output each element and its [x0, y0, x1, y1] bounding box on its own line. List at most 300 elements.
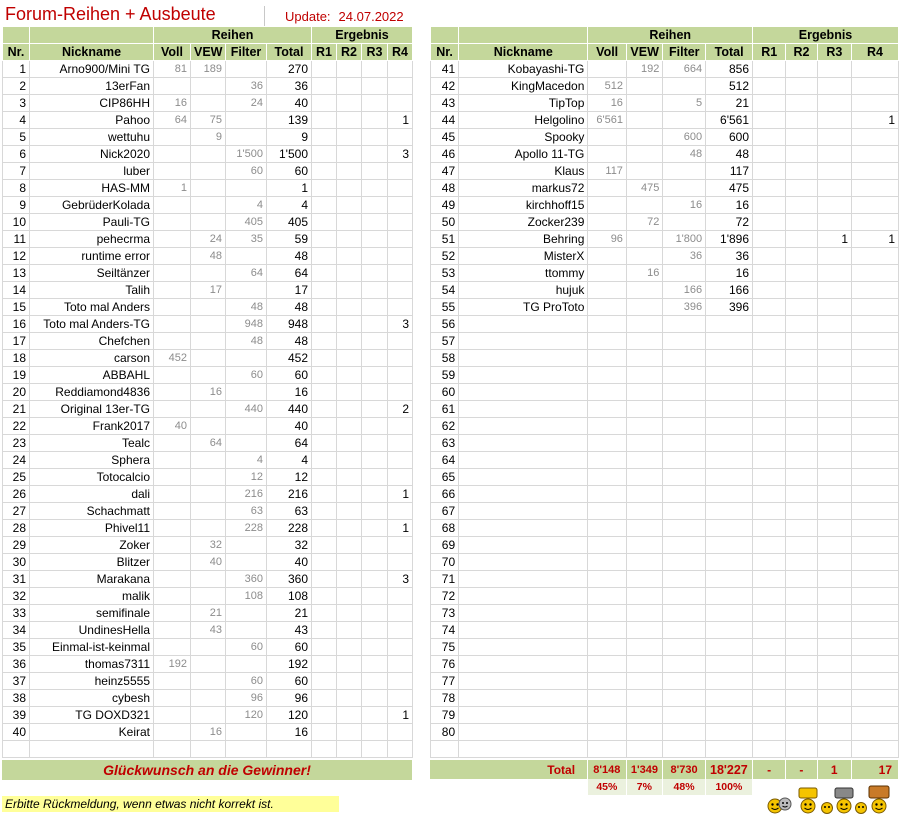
cell-filter: 16 — [663, 197, 706, 214]
cell-total: 48 — [267, 299, 312, 316]
cell-total — [706, 469, 753, 486]
cell-r3 — [817, 129, 851, 146]
cell-r1 — [312, 163, 337, 180]
cell-nr: 14 — [3, 282, 30, 299]
cell-nick: ABBAHL — [30, 367, 154, 384]
cell-r2 — [786, 418, 817, 435]
cell-r2 — [337, 707, 362, 724]
cell-total: 21 — [267, 605, 312, 622]
cell-total — [706, 673, 753, 690]
cell-r3 — [817, 350, 851, 367]
cell-r1 — [312, 537, 337, 554]
cell-nick: Totocalcio — [30, 469, 154, 486]
cell-r3 — [362, 486, 388, 503]
cell-nick: TipTop — [459, 95, 588, 112]
update-label: Update: — [285, 9, 331, 24]
cell-r2 — [786, 163, 817, 180]
table-row — [431, 282, 899, 299]
table-row — [431, 367, 899, 384]
cell-voll — [154, 503, 191, 520]
cell-filter: 64 — [226, 265, 267, 282]
cell-nick: Chefchen — [30, 333, 154, 350]
cell-r3 — [817, 656, 851, 673]
cell-nick: HAS-MM — [30, 180, 154, 197]
cell-r1 — [312, 622, 337, 639]
cell-r4: 2 — [388, 401, 413, 418]
cell-r4 — [852, 435, 899, 452]
cell-blank — [226, 741, 267, 758]
cell-r3 — [362, 384, 388, 401]
cell-nr: 8 — [3, 180, 30, 197]
cell-nr: 15 — [3, 299, 30, 316]
cell-nr: 18 — [3, 350, 30, 367]
cell-vew — [626, 639, 662, 656]
cell-voll — [154, 265, 191, 282]
cell-total — [706, 639, 753, 656]
cell-total: 228 — [267, 520, 312, 537]
cell-r1 — [753, 588, 786, 605]
cell-r4 — [388, 214, 413, 231]
cell-nr: 21 — [3, 401, 30, 418]
cell-vew — [191, 214, 226, 231]
cell-nick: Keirat — [30, 724, 154, 741]
table-row — [3, 452, 413, 469]
cell-r2 — [786, 435, 817, 452]
table-row — [3, 554, 413, 571]
table-row — [3, 282, 413, 299]
cell-r2 — [786, 265, 817, 282]
cell-nick: MisterX — [459, 248, 588, 265]
cell-r1 — [312, 350, 337, 367]
cell-r3 — [362, 571, 388, 588]
sum-r2: - — [786, 760, 817, 779]
cell-voll — [588, 282, 627, 299]
cell-vew — [191, 656, 226, 673]
cell-r2 — [337, 520, 362, 537]
cell-r1 — [753, 520, 786, 537]
cell-vew — [626, 350, 662, 367]
cell-nick: Zocker239 — [459, 214, 588, 231]
cell-r1 — [753, 605, 786, 622]
cell-nr: 72 — [431, 588, 459, 605]
cell-nick — [459, 316, 588, 333]
header-blank — [431, 27, 459, 44]
cell-total: 405 — [267, 214, 312, 231]
table-row — [3, 316, 413, 333]
cell-r3 — [817, 724, 851, 741]
cell-r3 — [817, 248, 851, 265]
cell-r4 — [852, 214, 899, 231]
cell-total: 1'500 — [267, 146, 312, 163]
cell-voll: 16 — [588, 95, 627, 112]
cell-voll — [154, 435, 191, 452]
cell-r4 — [852, 418, 899, 435]
table-row — [3, 299, 413, 316]
cell-nr: 11 — [3, 231, 30, 248]
cell-total: 16 — [706, 197, 753, 214]
table-row — [3, 180, 413, 197]
cell-r3 — [362, 724, 388, 741]
cell-filter — [663, 486, 706, 503]
cell-r1 — [753, 435, 786, 452]
cell-total — [706, 435, 753, 452]
cell-r2 — [337, 248, 362, 265]
cell-nr: 36 — [3, 656, 30, 673]
table-row — [3, 231, 413, 248]
cell-vew — [626, 231, 662, 248]
cell-r4 — [388, 95, 413, 112]
cell-r1 — [312, 112, 337, 129]
cell-vew — [626, 435, 662, 452]
cell-r1 — [753, 673, 786, 690]
cell-r1 — [753, 248, 786, 265]
cell-filter — [663, 452, 706, 469]
cell-nr: 2 — [3, 78, 30, 95]
cell-vew: 72 — [626, 214, 662, 231]
cell-r4 — [388, 452, 413, 469]
cell-r3 — [817, 112, 851, 129]
cell-filter: 396 — [663, 299, 706, 316]
cell-r1 — [312, 282, 337, 299]
cell-vew — [626, 384, 662, 401]
cell-nr: 38 — [3, 690, 30, 707]
cell-r4 — [388, 690, 413, 707]
cell-r4: 1 — [388, 486, 413, 503]
cell-filter — [663, 656, 706, 673]
cell-r3 — [817, 61, 851, 78]
pct-total: 100% — [705, 779, 752, 795]
cell-nr: 1 — [3, 61, 30, 78]
table-row — [3, 367, 413, 384]
cell-voll — [154, 571, 191, 588]
pct-voll: 45% — [588, 779, 627, 795]
cell-r1 — [312, 639, 337, 656]
cell-filter: 1'500 — [226, 146, 267, 163]
cell-total — [706, 486, 753, 503]
cell-r1 — [753, 61, 786, 78]
header-blank — [3, 27, 30, 44]
cell-r1 — [312, 197, 337, 214]
cell-filter: 405 — [226, 214, 267, 231]
cell-nick: Apollo 11-TG — [459, 146, 588, 163]
cell-r3 — [362, 95, 388, 112]
cell-nick: Pahoo — [30, 112, 154, 129]
congrats-text: Glückwunsch an die Gewinner! — [103, 762, 311, 778]
cell-r3 — [817, 299, 851, 316]
cell-filter — [663, 180, 706, 197]
cell-nr: 50 — [431, 214, 459, 231]
cell-r3 — [817, 690, 851, 707]
cell-nick — [459, 622, 588, 639]
cell-nr: 25 — [3, 469, 30, 486]
cell-r3 — [817, 316, 851, 333]
cell-filter: 60 — [226, 673, 267, 690]
cell-r4 — [388, 724, 413, 741]
cell-r3 — [817, 554, 851, 571]
cell-r2 — [337, 299, 362, 316]
cell-nick: Toto mal Anders-TG — [30, 316, 154, 333]
smiley-13er-icon — [768, 798, 791, 813]
cell-r2 — [337, 163, 362, 180]
cell-voll — [154, 129, 191, 146]
cell-total: 4 — [267, 452, 312, 469]
cell-voll — [154, 401, 191, 418]
cell-vew: 16 — [626, 265, 662, 282]
cell-r4: 1 — [852, 231, 899, 248]
cell-voll — [588, 588, 627, 605]
cell-nick: runtime error — [30, 248, 154, 265]
cell-nick — [459, 350, 588, 367]
cell-r2 — [786, 282, 817, 299]
cell-nick: semifinale — [30, 605, 154, 622]
cell-vew — [191, 316, 226, 333]
cell-nr: 68 — [431, 520, 459, 537]
cell-r3 — [362, 690, 388, 707]
cell-vew — [626, 112, 662, 129]
cell-nr: 43 — [431, 95, 459, 112]
sum-r1: - — [752, 760, 785, 779]
cell-r3 — [362, 299, 388, 316]
cell-nr: 45 — [431, 129, 459, 146]
cell-nick: Blitzer — [30, 554, 154, 571]
header-ergebnis: Ergebnis — [312, 27, 413, 44]
cell-voll: 16 — [154, 95, 191, 112]
cell-r3 — [362, 707, 388, 724]
cell-nr: 58 — [431, 350, 459, 367]
cell-r4 — [388, 605, 413, 622]
cell-r3 — [362, 469, 388, 486]
cell-voll — [588, 214, 627, 231]
table-row — [3, 248, 413, 265]
cell-r2 — [337, 146, 362, 163]
cell-blank — [852, 741, 899, 758]
table-row-blank — [3, 741, 413, 758]
cell-total — [706, 605, 753, 622]
cell-r1 — [312, 95, 337, 112]
cell-r2 — [786, 61, 817, 78]
cell-vew — [626, 537, 662, 554]
cell-nick — [459, 571, 588, 588]
cell-vew: 17 — [191, 282, 226, 299]
cell-r2 — [337, 554, 362, 571]
cell-r1 — [753, 537, 786, 554]
cell-vew — [191, 690, 226, 707]
cell-r1 — [753, 367, 786, 384]
cell-voll — [588, 571, 627, 588]
cell-nick: thomas7311 — [30, 656, 154, 673]
cell-filter — [663, 520, 706, 537]
cell-nr: 51 — [431, 231, 459, 248]
cell-blank — [753, 741, 786, 758]
sum-vew: 1'349 — [626, 760, 663, 779]
cell-r1 — [753, 112, 786, 129]
cell-total — [706, 503, 753, 520]
cell-vew — [626, 554, 662, 571]
cell-filter — [226, 350, 267, 367]
cell-voll — [588, 622, 627, 639]
cell-blank — [3, 741, 30, 758]
cell-filter — [663, 214, 706, 231]
cell-vew — [191, 520, 226, 537]
cell-nick: Nick2020 — [30, 146, 154, 163]
cell-vew — [626, 401, 662, 418]
cell-r4 — [852, 248, 899, 265]
cell-r2 — [337, 112, 362, 129]
cell-nick: Helgolino — [459, 112, 588, 129]
cell-r1 — [312, 248, 337, 265]
cell-r2 — [786, 248, 817, 265]
cell-r4 — [852, 639, 899, 656]
cell-r4 — [852, 588, 899, 605]
header-vew: VEW — [626, 44, 662, 61]
cell-nr: 27 — [3, 503, 30, 520]
cell-r4 — [388, 554, 413, 571]
cell-nick — [459, 656, 588, 673]
cell-total — [706, 333, 753, 350]
cell-vew — [626, 673, 662, 690]
cell-voll — [154, 690, 191, 707]
cell-r3 — [362, 622, 388, 639]
cell-r4 — [852, 146, 899, 163]
cell-filter — [226, 605, 267, 622]
cell-voll — [588, 248, 627, 265]
page-title: Forum-Reihen + Ausbeute — [5, 4, 216, 24]
cell-nr: 73 — [431, 605, 459, 622]
cell-r4 — [852, 571, 899, 588]
table-row — [3, 384, 413, 401]
cell-nr: 55 — [431, 299, 459, 316]
cell-total: 12 — [267, 469, 312, 486]
cell-nr: 28 — [3, 520, 30, 537]
table-row — [431, 554, 899, 571]
table-row — [431, 333, 899, 350]
table-row — [3, 486, 413, 503]
cell-nick: dali — [30, 486, 154, 503]
cell-total: 16 — [267, 724, 312, 741]
table-row — [431, 299, 899, 316]
cell-nick — [459, 690, 588, 707]
cell-filter: 35 — [226, 231, 267, 248]
table-row — [3, 197, 413, 214]
cell-filter — [663, 707, 706, 724]
cell-nr: 23 — [3, 435, 30, 452]
cell-r2 — [786, 299, 817, 316]
cell-voll — [588, 673, 627, 690]
cell-total: 40 — [267, 95, 312, 112]
cell-r4 — [388, 333, 413, 350]
cell-voll: 192 — [154, 656, 191, 673]
cell-vew — [626, 146, 662, 163]
cell-nr: 52 — [431, 248, 459, 265]
header-r4: R4 — [388, 44, 413, 61]
cell-r2 — [337, 605, 362, 622]
cell-r1 — [312, 452, 337, 469]
cell-nr: 9 — [3, 197, 30, 214]
table-row — [3, 146, 413, 163]
cell-total: 9 — [267, 129, 312, 146]
cell-nr: 13 — [3, 265, 30, 282]
cell-total: 440 — [267, 401, 312, 418]
cell-nick: heinz5555 — [30, 673, 154, 690]
table-row — [431, 503, 899, 520]
cell-filter: 63 — [226, 503, 267, 520]
cell-nr: 79 — [431, 707, 459, 724]
cell-nr: 77 — [431, 673, 459, 690]
cell-vew — [191, 265, 226, 282]
cell-r1 — [312, 435, 337, 452]
cell-voll — [588, 435, 627, 452]
table-row — [3, 435, 413, 452]
cell-total: 40 — [267, 418, 312, 435]
cell-voll — [588, 418, 627, 435]
cell-vew: 32 — [191, 537, 226, 554]
cell-r2 — [337, 452, 362, 469]
cell-r1 — [312, 129, 337, 146]
cell-r3 — [817, 520, 851, 537]
cell-blank — [588, 741, 627, 758]
cell-r3 — [817, 639, 851, 656]
cell-vew — [626, 95, 662, 112]
cell-r4: 1 — [852, 112, 899, 129]
cell-blank — [191, 741, 226, 758]
cell-filter — [663, 469, 706, 486]
table-row — [3, 656, 413, 673]
smiley-11er-icon — [822, 788, 854, 814]
cell-blank — [362, 741, 388, 758]
cell-nick: Sphera — [30, 452, 154, 469]
cell-filter — [226, 622, 267, 639]
cell-vew — [191, 163, 226, 180]
cell-r3 — [362, 231, 388, 248]
cell-r2 — [337, 673, 362, 690]
cell-nr: 6 — [3, 146, 30, 163]
cell-r2 — [337, 503, 362, 520]
cell-r3 — [362, 78, 388, 95]
cell-blank — [312, 741, 337, 758]
cell-nr: 12 — [3, 248, 30, 265]
cell-total — [706, 316, 753, 333]
cell-r1 — [753, 316, 786, 333]
cell-r3 — [817, 282, 851, 299]
cell-r2 — [337, 367, 362, 384]
cell-r3 — [362, 435, 388, 452]
cell-vew: 189 — [191, 61, 226, 78]
cell-r1 — [753, 163, 786, 180]
cell-total: 36 — [267, 78, 312, 95]
cell-filter: 440 — [226, 401, 267, 418]
cell-nr: 65 — [431, 469, 459, 486]
cell-nick: luber — [30, 163, 154, 180]
cell-r3 — [817, 163, 851, 180]
cell-total — [706, 588, 753, 605]
cell-filter — [226, 129, 267, 146]
table-left — [2, 26, 413, 758]
header-blank — [30, 27, 154, 44]
cell-r3 — [362, 333, 388, 350]
cell-nick: hujuk — [459, 282, 588, 299]
cell-r2 — [786, 333, 817, 350]
cell-nick — [459, 469, 588, 486]
update-date: 24.07.2022 — [338, 9, 404, 24]
header-total: Total — [267, 44, 312, 61]
cell-nick: wettuhu — [30, 129, 154, 146]
cell-vew: 21 — [191, 605, 226, 622]
cell-r4 — [852, 724, 899, 741]
cell-total — [706, 401, 753, 418]
cell-r3 — [362, 639, 388, 656]
cell-nick: 13erFan — [30, 78, 154, 95]
cell-voll: 1 — [154, 180, 191, 197]
